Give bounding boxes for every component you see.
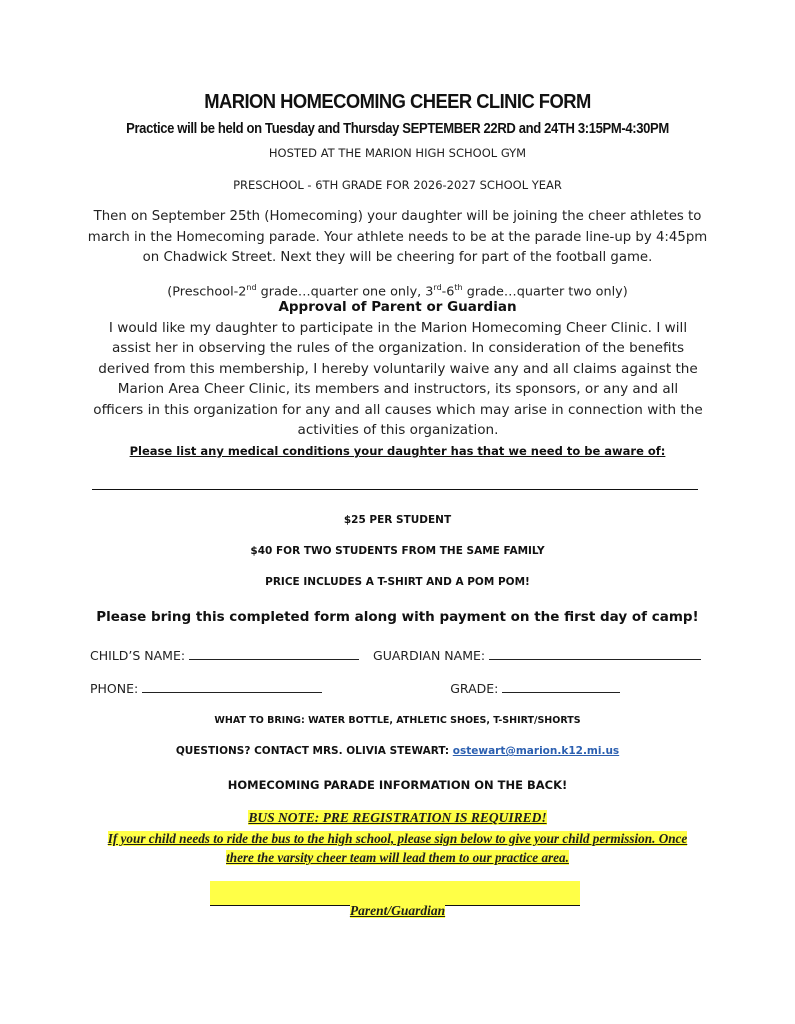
grade-range: PRESCHOOL - 6TH GRADE FOR 2026-2027 SCHOOL YEAR [233,178,562,192]
child-name-label: CHILD’S NAME: [90,648,186,663]
grade-field[interactable] [502,681,620,693]
child-name-field[interactable] [189,648,359,660]
questions-label: QUESTIONS? CONTACT MRS. OLIVIA STEWART: [175,745,450,757]
name-row [90,648,710,663]
signature-label: Parent/Guardian [349,903,446,918]
phone-field[interactable] [142,681,322,693]
approval-heading: Approval of Parent or Guardian [278,299,517,315]
practice-schedule: Practice will be held on Tuesday and Thursday SEPTEMBER 22RD and 24TH 3:15PM-4:30PM [126,121,669,137]
questions-contact [0,745,795,757]
hosted-location: HOSTED AT THE MARION HIGH SCHOOL GYM [268,146,527,160]
bring-form-note: Please bring this completed form along with payment on the first day of camp! [96,609,699,625]
phone-grade-row [90,681,710,696]
contact-email-link[interactable]: ostewart@marion.k12.mi.us [452,745,620,757]
parade-paragraph: Then on September 25th (Homecoming) your daughter will be joining the cheer athletes to march in the Homecoming parade. Your athlete needs to be at the parade line-up by 4:45pm on Chadwick Street. Next they will be cheering for part of the football game. [87,209,708,265]
phone-label: PHONE: [90,681,139,696]
price-single: $25 PER STUDENT [343,514,452,526]
form-title: MARION HOMECOMING CHEER CLINIC FORM [204,91,591,113]
waiver-paragraph: I would like my daughter to participate in the Marion Homecoming Cheer Clinic. I will assist her in observing the rules of the organization. In consideration of the benefits derived from this membership, I hereby voluntarily waive any and all claims against the Marion Area Cheer Clinic, its members and instructors, its sponsors, or any and all officers in this organization for any and all causes which may arise in connection with the activities of this organization. [93,320,703,439]
grade-label: GRADE: [450,681,499,696]
what-to-bring: WHAT TO BRING: WATER BOTTLE, ATHLETIC SHOES, T-SHIRT/SHORTS [214,715,581,726]
bus-note-body: If your child needs to ride the bus to the high school, please sign below to give your child permission. Once there the varsity cheer team will lead them to our practice area. [107,831,688,865]
quarter-note: (Preschool-2nd grade…quarter one only, 3rd-6th grade…quarter two only) [167,283,628,300]
guardian-name-label: GUARDIAN NAME: [373,648,486,663]
parade-info-note: HOMECOMING PARADE INFORMATION ON THE BACK! [227,778,568,792]
medical-conditions-prompt: Please list any medical conditions your daughter has that we need to be aware of: [129,444,666,458]
guardian-name-field[interactable] [489,648,701,660]
price-includes: PRICE INCLUDES A T-SHIRT AND A POM POM! [265,576,530,588]
price-family: $40 FOR TWO STUDENTS FROM THE SAME FAMILY [250,545,545,557]
bus-note-title: BUS NOTE: PRE REGISTRATION IS REQUIRED! [248,810,547,825]
medical-conditions-line[interactable] [92,489,698,490]
